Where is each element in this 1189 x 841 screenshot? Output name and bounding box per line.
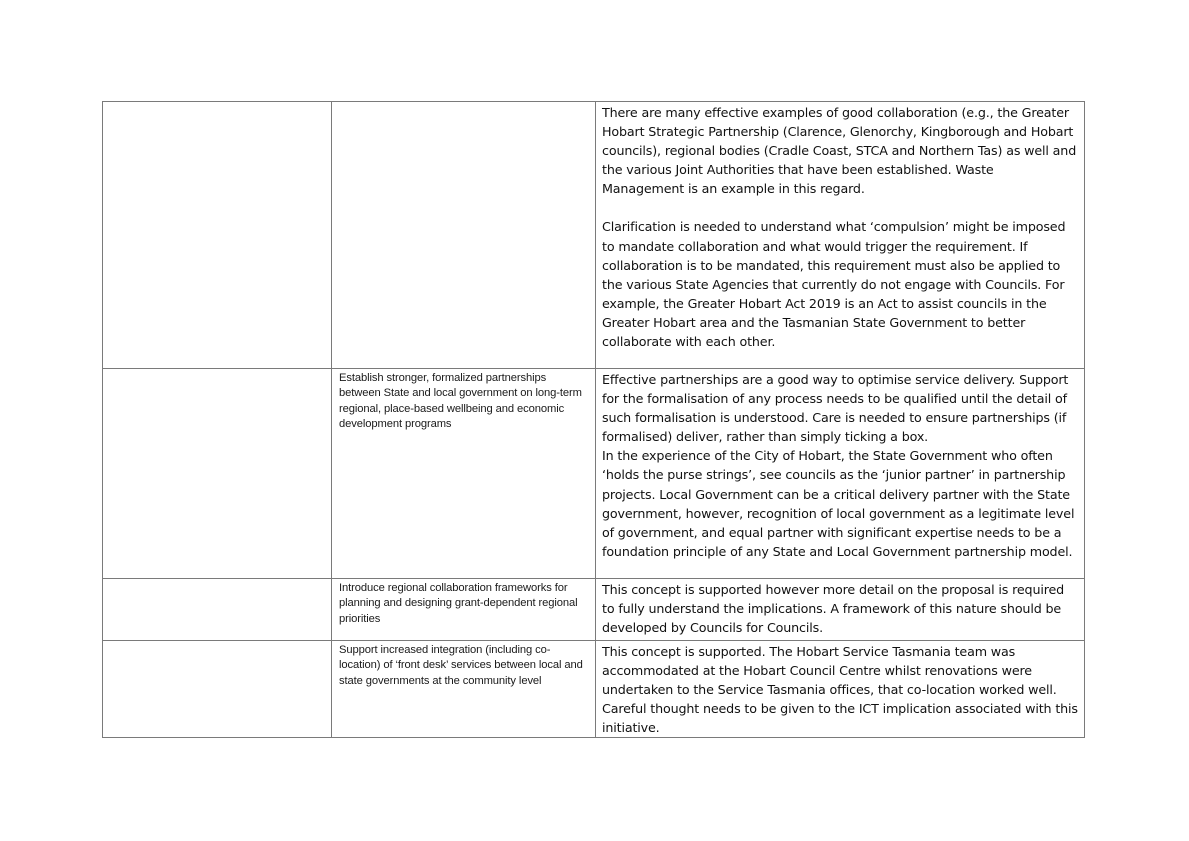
response-cell — [596, 579, 1085, 641]
recommendation-text — [332, 102, 595, 104]
recommendation-text: Support increased integration (including co-location) of ‘front desk’ services between local and state governments at the community level — [339, 644, 583, 687]
response-cell — [596, 102, 1085, 369]
response-cell — [596, 369, 1085, 579]
response-paragraph: This concept is supported however more detail on the proposal is required to fully understand the implications. A framework of this nature should be developed by Councils for Councils. — [602, 582, 1065, 636]
table-row — [103, 102, 1085, 369]
empty-cell — [103, 102, 332, 369]
response-cell — [596, 641, 1085, 738]
response-paragraph: Effective partnerships are a good way to optimise service delivery. Support for the formalisation of any process needs to be qualified until the detail of such formalisation is understood. Care is needed to ensure partnerships (if formalised) deliver, rather than simply ticking a box. — [602, 372, 1069, 445]
empty-cell — [103, 579, 332, 641]
response-paragraph: In the experience of the City of Hobart, the State Government who often ‘holds the purse strings’, see councils as the ‘junior partner’ in partnership projects. Local Government can be a critical delivery partner with the State government, however, recognition of local government as a legitimate level of government, and equal partner with significant expertise needs to be a foundation principle of any State and Local Government partnership model. — [602, 448, 1075, 559]
recommendation-cell — [332, 369, 596, 579]
recommendation-cell — [332, 102, 596, 369]
empty-cell — [103, 641, 332, 738]
recommendation-text: Establish stronger, formalized partnerships between State and local government on long-term regional, place-based wellbeing and economic development programs — [339, 372, 582, 431]
response-paragraph: Clarification is needed to understand what ‘compulsion’ might be imposed to mandate collaboration and what would trigger the requirement. If collaboration is to be mandated, this requirement must also be applied to the various State Agencies that currently do not engage with Councils. For example, the Greater Hobart Act 2019 is an Act to assist councils in the Greater Hobart area and the Tasmanian State Government to better collaborate with each other. — [602, 219, 1066, 350]
empty-cell — [103, 369, 332, 579]
recommendation-cell — [332, 641, 596, 738]
recommendation-cell — [332, 579, 596, 641]
table-row — [103, 641, 1085, 738]
table-row — [103, 579, 1085, 641]
recommendation-text: Introduce regional collaboration frameworks for planning and designing grant-dependent regional priorities — [339, 582, 578, 625]
submission-table — [102, 101, 1085, 738]
table-row — [103, 369, 1085, 579]
response-paragraph: This concept is supported. The Hobart Service Tasmania team was accommodated at the Hobart Council Centre whilst renovations were undertaken to the Service Tasmania offices, that co-location worked well. Careful thought needs to be given to the ICT implication associated with this initiative. — [602, 644, 1078, 736]
response-paragraph: There are many effective examples of good collaboration (e.g., the Greater Hobart Strategic Partnership (Clarence, Glenorchy, Kingborough and Hobart councils), regional bodies (Cradle Coast, STCA and Northern Tas) as well and the various Joint Authorities that have been established. Waste Management is an example in this regard. — [602, 105, 1077, 197]
